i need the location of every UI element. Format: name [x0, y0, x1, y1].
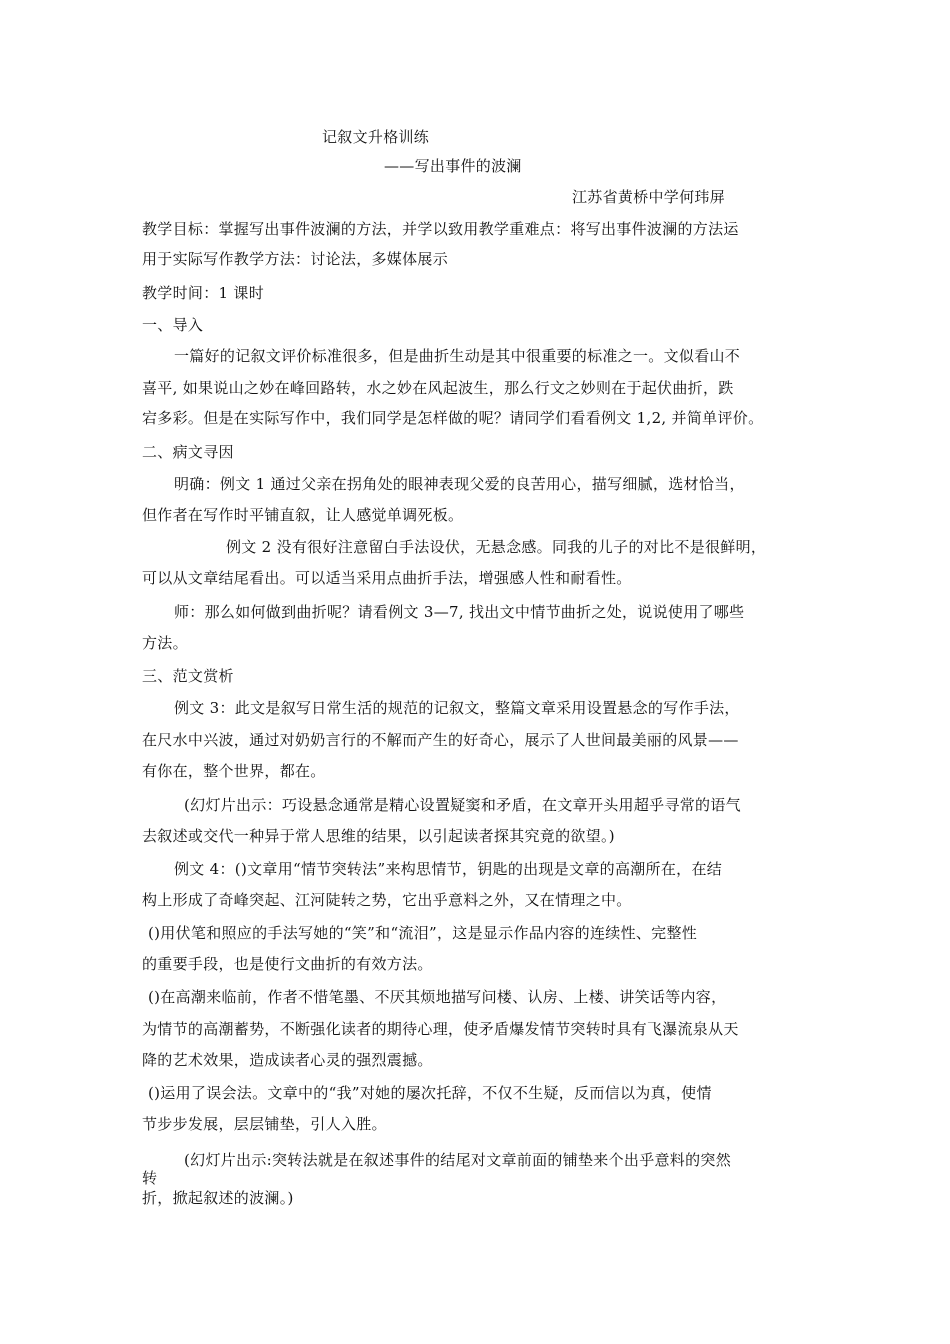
paragraph-line: 宕多彩。但是在实际写作中，我们同学是怎样做的呢？请同学们看看例文 1,2, 并简单评价。 [142, 409, 764, 427]
paragraph-line: 为情节的高潮蓄势，不断强化读者的期待心理，使矛盾爆发情节突转时具有飞瀑流泉从天 [142, 1020, 739, 1038]
paragraph-line: 例文 3：此文是叙写日常生活的规范的记叙文，整篇文章采用设置悬念的写作手法， [174, 699, 740, 717]
paragraph-line: 降的艺术效果，造成读者心灵的强烈震撼。 [142, 1051, 433, 1069]
slide-note: 折，掀起叙述的波澜。) [142, 1189, 294, 1207]
paragraph-line: 例文 4：()文章用“情节突转法”来构思情节，钥匙的出现是文章的高潮所在，在结 [174, 860, 723, 878]
paragraph-line: 例文 2 没有很好注意留白手法设伏，无悬念感。同我的儿子的对比不是很鲜明， [226, 538, 767, 556]
section-heading-diagnosis: 二、病文寻因 [142, 443, 234, 461]
teaching-time: 教学时间：1 课时 [142, 284, 265, 302]
paragraph-line: 有你在，整个世界，都在。 [142, 762, 326, 780]
paragraph-line: 的重要手段，也是使行文曲折的有效方法。 [142, 955, 433, 973]
paragraph-line: 在尺水中兴波，通过对奶奶言行的不解而产生的好奇心，展示了人世间最美丽的风景—— [142, 731, 739, 749]
slide-note: (幻灯片出示：巧设悬念通常是精心设置疑窦和矛盾，在文章开头用超乎寻常的语气 [184, 796, 741, 814]
paragraph-line: 方法。 [142, 634, 188, 652]
section-heading-intro: 一、导入 [142, 316, 204, 334]
paragraph-line: ()用伏笔和照应的手法写她的“笑”和“流泪”，这是显示作品内容的连续性、完整性 [148, 924, 698, 942]
paragraph-line: 明确：例文 1 通过父亲在拐角处的眼神表现父爱的良苦用心，描写细腻，选材恰当， [174, 475, 745, 493]
section-heading-examples: 三、范文赏析 [142, 667, 234, 685]
paragraph-line: 师：那么如何做到曲折呢？请看例文 3—7, 找出文中情节曲折之处，说说使用了哪些 [174, 603, 745, 621]
page-title: 记叙文升格训练 [322, 128, 430, 146]
paragraph-line: 节步步发展，层层铺垫，引人入胜。 [142, 1115, 387, 1133]
paragraph-line: ()在高潮来临前，作者不惜笔墨、不厌其烦地描写问楼、认房、上楼、讲笑话等内容， [148, 988, 727, 1006]
objectives-line-1: 教学目标：掌握写出事件波澜的方法，并学以致用教学重难点：将写出事件波澜的方法运 [142, 220, 739, 238]
page-subtitle: ——写出事件的波澜 [384, 157, 522, 175]
author-line: 江苏省黄桥中学何玮屏 [572, 188, 726, 206]
slide-note: 去叙述或交代一种异于常人思维的结果，以引起读者探其究竟的欲望。) [142, 827, 615, 845]
paragraph-line: 构上形成了奇峰突起、江河陡转之势，它出乎意料之外，又在情理之中。 [142, 891, 632, 909]
paragraph-line: 可以从文章结尾看出。可以适当采用点曲折手法，增强感人性和耐看性。 [142, 569, 632, 587]
slide-note: 转 [142, 1169, 158, 1187]
paragraph-line: 喜平, 如果说山之妙在峰回路转，水之妙在风起波生，那么行文之妙则在于起伏曲折，跌 [142, 379, 734, 397]
slide-note: (幻灯片出示:突转法就是在叙述事件的结尾对文章前面的铺垫来个出乎意料的突然 [184, 1151, 732, 1169]
paragraph-line: 一篇好的记叙文评价标准很多，但是曲折生动是其中很重要的标准之一。文似看山不 [174, 347, 741, 365]
paragraph-line: 但作者在写作时平铺直叙，让人感觉单调死板。 [142, 506, 464, 524]
objectives-line-2: 用于实际写作教学方法：讨论法，多媒体展示 [142, 250, 449, 268]
paragraph-line: ()运用了误会法。文章中的“我”对她的屡次托辞，不仅不生疑，反而信以为真，使情 [148, 1084, 712, 1102]
